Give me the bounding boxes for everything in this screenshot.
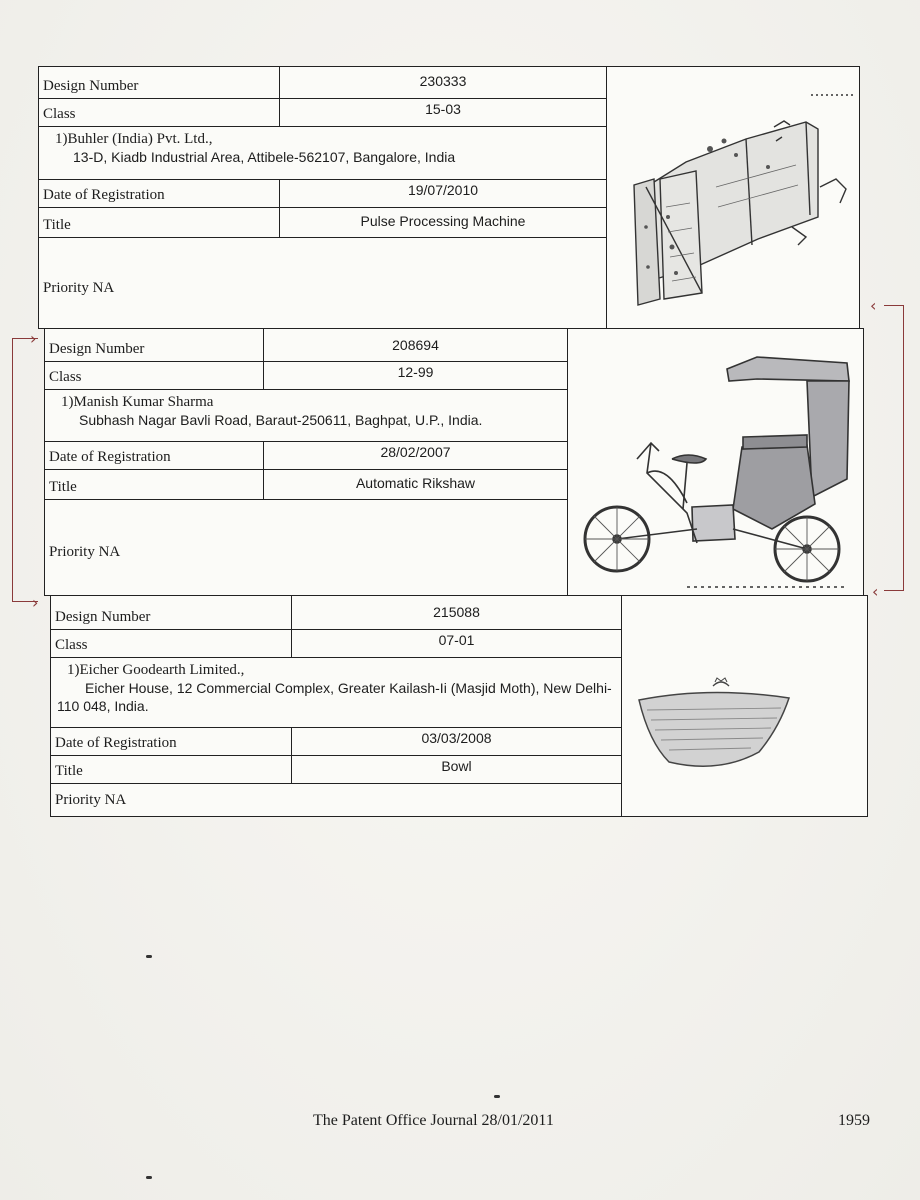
title-label: Title bbox=[55, 763, 83, 779]
right-arrow-icon: ‹ bbox=[870, 296, 877, 315]
date-value: 28/02/2007 bbox=[263, 442, 567, 469]
class-row bbox=[39, 99, 606, 127]
left-annotation-bracket bbox=[12, 338, 38, 602]
design-number-value: 230333 bbox=[279, 67, 606, 98]
entry-2-details bbox=[45, 329, 568, 595]
left-arrow-icon: › bbox=[32, 593, 39, 612]
design-entry-1 bbox=[38, 66, 860, 329]
entry-3-figure bbox=[621, 596, 867, 816]
priority-text: Priority NA bbox=[43, 280, 115, 296]
print-speck bbox=[494, 1095, 500, 1098]
date-label: Date of Registration bbox=[49, 449, 171, 465]
bowl-drawing bbox=[621, 596, 867, 814]
entry-2-figure bbox=[567, 329, 863, 595]
priority-text: Priority NA bbox=[49, 544, 121, 560]
title-row bbox=[51, 756, 621, 784]
design-number-value: 215088 bbox=[291, 596, 621, 629]
title-label: Title bbox=[43, 217, 71, 233]
pulse-machine-drawing bbox=[606, 67, 859, 326]
right-annotation-bracket bbox=[884, 305, 904, 591]
date-value: 19/07/2010 bbox=[279, 180, 606, 207]
date-label: Date of Registration bbox=[55, 735, 177, 751]
date-row bbox=[39, 180, 606, 208]
rikshaw-drawing bbox=[567, 329, 861, 593]
class-label: Class bbox=[43, 106, 76, 122]
design-number-row bbox=[39, 67, 606, 99]
design-number-value: 208694 bbox=[263, 329, 567, 361]
date-row bbox=[45, 442, 567, 470]
applicant-address: Subhash Nagar Bavli Road, Baraut-250611, Baghpat, U.P., India. bbox=[79, 412, 483, 428]
page-number: 1959 bbox=[838, 1112, 870, 1129]
title-row bbox=[45, 470, 567, 500]
class-value: 12-99 bbox=[263, 362, 567, 389]
applicant-block bbox=[45, 390, 567, 442]
applicant-block bbox=[51, 658, 621, 728]
print-speck bbox=[146, 955, 152, 958]
title-value: Automatic Rikshaw bbox=[263, 470, 567, 499]
journal-footer: The Patent Office Journal 28/01/2011 bbox=[313, 1112, 554, 1129]
title-label: Title bbox=[49, 479, 77, 495]
title-value: Pulse Processing Machine bbox=[279, 208, 606, 237]
design-number-label: Design Number bbox=[43, 78, 139, 94]
applicant-block bbox=[39, 127, 606, 180]
class-value: 07-01 bbox=[291, 630, 621, 657]
class-value: 15-03 bbox=[279, 99, 606, 126]
left-arrow-icon: › bbox=[30, 329, 37, 348]
priority-text: Priority NA bbox=[55, 792, 127, 808]
applicant-address: Eicher House, 12 Commercial Complex, Greater Kailash-Ii (Masjid Moth), New Delhi-110 048, India. bbox=[57, 680, 612, 714]
class-row bbox=[45, 362, 567, 390]
design-number-row bbox=[45, 329, 567, 362]
title-row bbox=[39, 208, 606, 238]
right-arrow-icon: ‹ bbox=[872, 582, 879, 601]
class-label: Class bbox=[55, 637, 88, 653]
date-label: Date of Registration bbox=[43, 187, 165, 203]
applicant-address: 13-D, Kiadb Industrial Area, Attibele-562107, Bangalore, India bbox=[73, 149, 456, 165]
applicant-name: 1)Manish Kumar Sharma bbox=[61, 394, 214, 410]
applicant-name: 1)Eicher Goodearth Limited., bbox=[67, 662, 245, 678]
design-entry-3 bbox=[50, 595, 868, 817]
design-number-label: Design Number bbox=[49, 341, 145, 357]
class-label: Class bbox=[49, 369, 82, 385]
applicant-name: 1)Buhler (India) Pvt. Ltd., bbox=[55, 131, 213, 147]
design-entry-2 bbox=[44, 328, 864, 596]
entry-1-details bbox=[39, 67, 607, 328]
entry-3-details bbox=[51, 596, 622, 816]
entry-1-figure bbox=[606, 67, 859, 328]
design-number-label: Design Number bbox=[55, 609, 151, 625]
title-value: Bowl bbox=[291, 756, 621, 783]
class-row bbox=[51, 630, 621, 658]
print-speck bbox=[146, 1176, 152, 1179]
date-value: 03/03/2008 bbox=[291, 728, 621, 755]
date-row bbox=[51, 728, 621, 756]
design-number-row bbox=[51, 596, 621, 630]
